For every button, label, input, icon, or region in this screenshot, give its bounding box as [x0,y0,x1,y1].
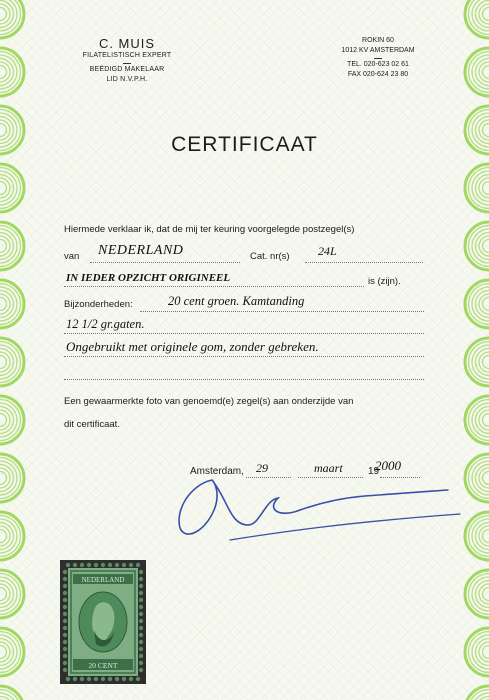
month-handwritten: maart [314,461,343,475]
divider [374,58,382,59]
stamp-perforation [139,640,143,644]
is-label: is (zijn). [368,276,401,287]
issuer-line3: LID N.V.P.H. [106,76,148,83]
dotted-line [64,286,364,287]
border-scallop [472,55,489,89]
stamp-perforation [63,605,67,609]
stamp-perforation [101,677,105,681]
stamp-perforation [139,626,143,630]
border-scallop [0,519,17,553]
border-scallop [0,345,17,379]
stamp-perforation [63,619,67,623]
stamp-perforation [139,598,143,602]
stamp-top-text: NEDERLAND [81,576,125,584]
stamp-bottom-text: 20 CENT [88,661,118,670]
border-scallop [0,588,7,601]
stamp-perforation [108,563,112,567]
stamp-perforation [139,668,143,672]
border-scallop [0,461,17,495]
border-scallop [472,229,489,263]
stamp-perforation [139,619,143,623]
stamp-perforation [63,633,67,637]
left-decorative-border [0,0,48,700]
border-scallop [0,635,17,669]
contact-fax: FAX 020-624 23 80 [347,71,409,78]
border-scallop [472,519,489,553]
stamp-perforation [115,563,119,567]
border-scallop [483,530,489,543]
stamp-perforation [122,563,126,567]
country-handwritten: NEDERLAND [98,243,184,258]
issuer-block [52,36,202,85]
signature [170,470,470,560]
stamp-perforation [63,591,67,595]
border-scallop [483,646,489,659]
stamp-perforation [63,647,67,651]
stamp-perforation [66,563,70,567]
stamp-perforation [139,661,143,665]
border-scallop [0,414,7,427]
detail3-handwritten: Ongebruikt met originele gom, zonder gebreken. [66,339,319,354]
stamp-perforation [66,677,70,681]
stamp-image [60,560,146,684]
cat-label: Cat. nr(s) [250,251,290,262]
closing-line2: dit certificaat. [64,419,120,430]
border-scallop [0,55,17,89]
border-scallop [0,403,17,437]
border-scallop [472,345,489,379]
border-scallop [0,182,7,195]
stamp-perforation [139,647,143,651]
stamp-perforation [139,584,143,588]
dotted-line [305,262,423,263]
border-scallop [0,356,7,369]
border-scallop [0,472,7,485]
stamp-perforation [63,577,67,581]
border-scallop [483,588,489,601]
border-scallop [483,472,489,485]
stamp-perforation [136,563,140,567]
stamp-perforation [63,612,67,616]
stamp-perforation [87,563,91,567]
stamp-perforation [73,563,77,567]
intro-text: Hiermede verklaar ik, dat de mij ter keuring voorgelegde postzegel(s) [64,224,355,235]
stamp-perforation [139,654,143,658]
stamp-perforation [63,598,67,602]
stamp-perforation [63,654,67,658]
stamp-perforation [94,563,98,567]
year-handwritten: 2000 [375,458,401,473]
van-label: van [64,251,80,262]
border-scallop [483,414,489,427]
contact-block [323,36,433,80]
border-scallop [0,171,17,205]
stamp-perforation [139,577,143,581]
stamp-perforation [63,584,67,588]
stamp-perforation [136,677,140,681]
stamp-perforation [63,626,67,630]
border-scallop [483,182,489,195]
border-scallop [472,171,489,205]
stamp-perforation [80,563,84,567]
stamp-perforation [87,677,91,681]
stamp-perforation [63,668,67,672]
detail1-handwritten: 20 cent groen. Kamtanding [168,294,305,308]
issuer-line1: FILATELISTISCH EXPERT [82,52,172,59]
verdict-handwritten: IN IEDER OPZICHT ORIGINEEL [66,272,231,284]
stamp-perforation [101,563,105,567]
details-label: Bijzonderheden: [64,299,133,310]
stamp-perforation [129,677,133,681]
year-prefix: 19 [368,466,380,477]
stamp-perforation [139,612,143,616]
stamp-perforation [63,640,67,644]
stamp-perforation [139,605,143,609]
dotted-line [64,379,424,380]
border-scallop [472,635,489,669]
dotted-line [64,356,424,357]
dotted-line [90,262,240,263]
place-label: Amsterdam, [190,466,244,477]
border-scallop [0,646,7,659]
stamp-perforation [108,677,112,681]
border-scallop [0,298,7,311]
stamp-perforation [139,633,143,637]
contact-tel: TEL. 020-623 02 61 [347,61,409,68]
border-scallop [483,240,489,253]
stamp-perforation [139,591,143,595]
stamp-perforation [80,677,84,681]
stamp-perforation [139,570,143,574]
right-decorative-border [441,0,489,700]
border-scallop [483,8,489,21]
stamp-perforation [94,677,98,681]
border-scallop [483,356,489,369]
stamp-perforation [73,677,77,681]
border-scallop [0,8,7,21]
detail2-handwritten: 12 1/2 gr.gaten. [66,317,145,331]
stamp-perforation [63,661,67,665]
border-scallop [472,461,489,495]
border-scallop [472,287,489,321]
border-scallop [0,530,7,543]
border-scallop [0,240,7,253]
divider [123,63,131,64]
certificate-title: CERTIFICAAT [171,133,318,156]
closing-line1: Een gewaarmerkte foto van genoemd(e) zegel(s) aan onderzijde van [64,396,354,407]
border-scallop [472,403,489,437]
border-scallop [483,298,489,311]
day-handwritten: 29 [256,461,268,475]
border-scallop [483,66,489,79]
contact-street: ROKIN 60 [362,37,394,44]
stamp-perforation [115,677,119,681]
contact-city: 1012 KV AMSTERDAM [341,47,415,54]
dotted-line [64,333,424,334]
border-scallop [0,229,17,263]
dotted-line [140,311,424,312]
issuer-name: C. MUIS [98,36,156,51]
issuer-line2: BEËDIGD MAKELAAR [89,66,165,73]
stamp-perforation [122,677,126,681]
border-scallop [0,577,17,611]
stamp-perforation [63,570,67,574]
stamp-perforation [129,563,133,567]
border-scallop [0,287,17,321]
border-scallop [0,66,7,79]
cat-number-handwritten: 24L [318,244,337,258]
border-scallop [472,577,489,611]
